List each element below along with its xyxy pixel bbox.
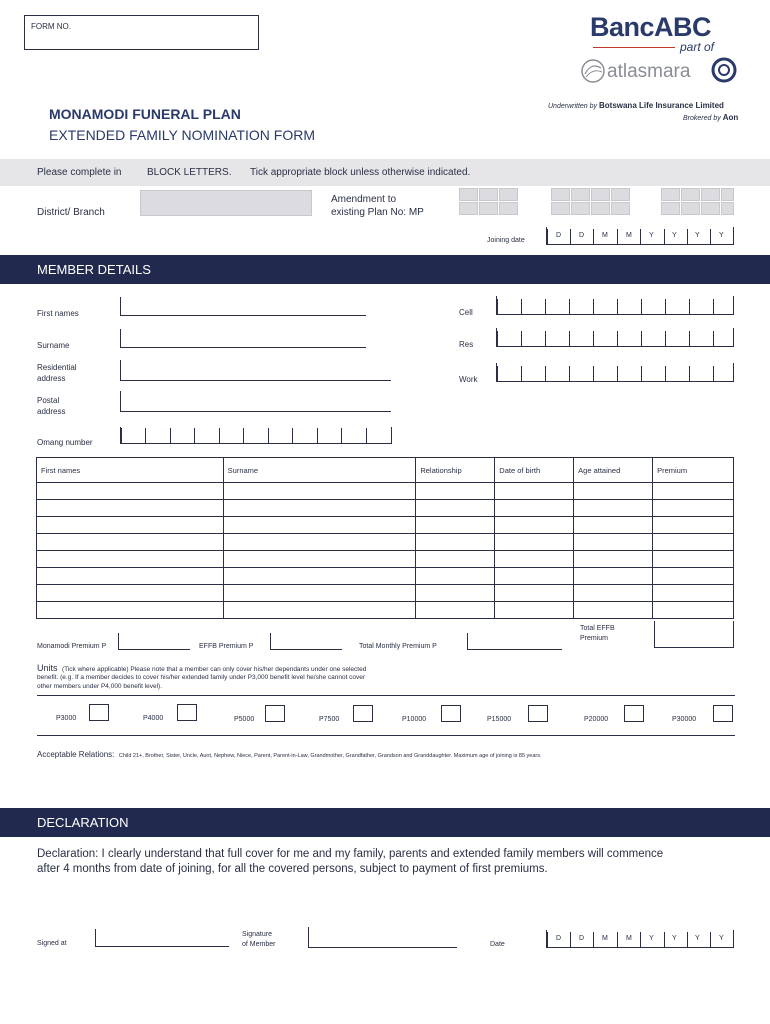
- unit-label: P4000: [143, 715, 164, 722]
- table-header: Age attained: [574, 458, 653, 483]
- declaration-section-title: DECLARATION: [37, 815, 129, 830]
- residential-address-field[interactable]: [120, 360, 391, 381]
- underwriter-line: [548, 101, 724, 110]
- table-cell[interactable]: [416, 551, 495, 568]
- table-cell[interactable]: [653, 500, 734, 517]
- signed-at-field[interactable]: [95, 929, 229, 947]
- omang-field[interactable]: [120, 427, 392, 444]
- plan-cell[interactable]: [499, 188, 518, 201]
- table-header: Surname: [223, 458, 416, 483]
- member-section-title: MEMBER DETAILS: [37, 262, 151, 277]
- instructions-bar: [0, 159, 770, 186]
- unit-label: P20000: [584, 716, 609, 723]
- instruction-text-3: Tick appropriate block unless otherwise indicated.: [250, 167, 471, 178]
- table-cell[interactable]: [223, 602, 416, 619]
- district-field[interactable]: [140, 190, 312, 216]
- table-row[interactable]: [37, 585, 734, 602]
- plan-cell[interactable]: [459, 202, 478, 215]
- plan-cell[interactable]: [721, 202, 734, 215]
- table-cell[interactable]: [416, 534, 495, 551]
- table-cell[interactable]: [495, 585, 574, 602]
- first-names-field[interactable]: [120, 297, 366, 316]
- table-cell[interactable]: [574, 483, 653, 500]
- table-cell[interactable]: [574, 585, 653, 602]
- total-effb-label-1: Total EFFB: [580, 625, 615, 632]
- plan-cell[interactable]: [479, 188, 498, 201]
- table-cell[interactable]: [574, 500, 653, 517]
- unit-checkbox-p7500[interactable]: [353, 705, 373, 722]
- plan-cell[interactable]: [721, 188, 734, 201]
- table-cell[interactable]: [653, 483, 734, 500]
- table-cell[interactable]: [653, 551, 734, 568]
- table-cell[interactable]: [574, 534, 653, 551]
- table-cell[interactable]: [223, 500, 416, 517]
- surname-label: Surname: [37, 341, 70, 350]
- table-cell[interactable]: [416, 568, 495, 585]
- total-monthly-premium-label: Total Monthly Premium P: [359, 643, 437, 650]
- plan-cell[interactable]: [551, 202, 570, 215]
- table-cell[interactable]: [495, 483, 574, 500]
- date-placeholder: Y: [672, 232, 677, 239]
- acceptable-relations-line: [37, 744, 542, 762]
- form-title: MONAMODI FUNERAL PLAN: [49, 106, 241, 122]
- date-placeholder: D: [579, 935, 585, 942]
- res-phone-field[interactable]: [496, 328, 734, 347]
- plan-cell[interactable]: [499, 202, 518, 215]
- table-cell[interactable]: [223, 517, 416, 534]
- part-of-label: part of: [680, 40, 715, 54]
- work-label: Work: [459, 375, 478, 384]
- signed-at-label: Signed at: [37, 940, 67, 947]
- table-cell[interactable]: [37, 602, 224, 619]
- table-cell[interactable]: [416, 602, 495, 619]
- declaration-header: [0, 808, 770, 837]
- first-names-label: First names: [37, 309, 79, 318]
- form-number-box[interactable]: [24, 15, 259, 50]
- work-phone-field[interactable]: [496, 363, 734, 382]
- postal-label-2: address: [37, 407, 66, 416]
- units-label: Units: [37, 663, 58, 673]
- table-cell[interactable]: [37, 568, 224, 585]
- unit-label: P3000: [56, 715, 77, 722]
- plan-cell[interactable]: [701, 188, 720, 201]
- date-placeholder: Y: [649, 935, 654, 942]
- date-placeholder: Y: [719, 935, 724, 942]
- table-cell[interactable]: [653, 602, 734, 619]
- member-details-header: [0, 255, 770, 284]
- unit-label: P15000: [487, 716, 512, 723]
- table-row[interactable]: [37, 568, 734, 585]
- postal-address-field[interactable]: [120, 391, 391, 412]
- units-divider-top: [37, 695, 735, 696]
- signature-field[interactable]: [308, 927, 457, 948]
- monamodi-premium-label: Monamodi Premium P: [37, 643, 107, 650]
- declaration-text-1: Declaration: I clearly understand that full cover for me and my family, parents and extended family members will commence: [37, 848, 664, 860]
- surname-field[interactable]: [120, 329, 366, 348]
- res-label: Res: [459, 340, 474, 349]
- unit-checkbox-p15000[interactable]: [528, 705, 548, 722]
- table-cell[interactable]: [416, 585, 495, 602]
- table-cell[interactable]: [495, 517, 574, 534]
- table-cell[interactable]: [653, 534, 734, 551]
- signature-label-2: of Member: [242, 941, 276, 948]
- units-text-1: (Tick where applicable) Please note that a member can only cover his/her dependants under one selected: [61, 666, 367, 673]
- table-cell[interactable]: [574, 551, 653, 568]
- instruction-text-1: Please complete in: [37, 167, 122, 178]
- table-row[interactable]: [37, 483, 734, 500]
- declaration-text-2: after 4 months from date of joining, for all the covered persons, subject to payment of first premiums.: [37, 863, 548, 875]
- plan-cell[interactable]: [611, 188, 630, 201]
- table-cell[interactable]: [495, 551, 574, 568]
- postal-label-1: Postal: [37, 396, 60, 405]
- plan-cell[interactable]: [459, 188, 478, 201]
- unit-label: P7500: [319, 716, 340, 723]
- cell-field[interactable]: [496, 296, 734, 315]
- table-cell[interactable]: [574, 568, 653, 585]
- plan-cell[interactable]: [571, 188, 590, 201]
- plan-cell[interactable]: [479, 202, 498, 215]
- table-cell[interactable]: [223, 568, 416, 585]
- table-cell[interactable]: [495, 568, 574, 585]
- underwritten-prefix: Underwritten by: [548, 103, 598, 110]
- table-cell[interactable]: [37, 534, 224, 551]
- date-label: Date: [490, 941, 505, 948]
- units-divider-bottom: [37, 735, 735, 736]
- plan-cell[interactable]: [611, 202, 630, 215]
- total-monthly-premium-field[interactable]: [467, 633, 562, 650]
- date-placeholder: M: [602, 935, 608, 942]
- amendment-label-2: existing Plan No: MP: [331, 207, 424, 218]
- broker-name: Aon: [722, 113, 739, 122]
- broker-line: [683, 113, 738, 122]
- table-header: Relationship: [416, 458, 495, 483]
- form-number-label: FORM NO.: [31, 22, 71, 31]
- unit-label: P10000: [402, 716, 427, 723]
- table-cell[interactable]: [653, 517, 734, 534]
- table-row[interactable]: [37, 602, 734, 619]
- unit-label: P30000: [672, 716, 697, 723]
- table-cell[interactable]: [495, 602, 574, 619]
- atlasmara-logo: [577, 56, 737, 86]
- date-placeholder: Y: [649, 232, 654, 239]
- table-cell[interactable]: [416, 500, 495, 517]
- district-label: District/ Branch: [37, 207, 105, 218]
- cell-label: Cell: [459, 308, 473, 317]
- plan-cell[interactable]: [681, 202, 700, 215]
- atlasmara-wordmark: atlasmara: [607, 61, 691, 82]
- total-effb-premium-field[interactable]: [654, 621, 734, 648]
- logo-divider: [593, 47, 675, 48]
- table-cell[interactable]: [223, 585, 416, 602]
- units-text-2: benefit. (e.g. If a member decides to cover his/her extended family under P3,000 benefit level he/she cannot cover: [37, 674, 366, 681]
- omang-label: Omang number: [37, 438, 93, 447]
- total-effb-label-2: Premium: [580, 635, 609, 642]
- relations-text: Child 21+, Brother, Sister, Uncle, Aunt, Nephew, Niece, Parent, Parent-in-Law, Grandmother, Grandfather, Grandson and Granddaughter. Maximum age of joining is 85 years.: [118, 753, 542, 759]
- residential-label-2: address: [37, 374, 66, 383]
- unit-checkbox-p4000[interactable]: [177, 704, 197, 721]
- unit-checkbox-p5000[interactable]: [265, 705, 285, 722]
- table-cell[interactable]: [37, 500, 224, 517]
- bancabc-logo: BancABC: [590, 12, 712, 42]
- plan-cell[interactable]: [591, 188, 610, 201]
- table-cell[interactable]: [416, 483, 495, 500]
- table-cell[interactable]: [495, 534, 574, 551]
- plan-cell[interactable]: [571, 202, 590, 215]
- date-placeholder: D: [556, 935, 562, 942]
- brokered-prefix: Brokered by: [683, 115, 721, 122]
- table-row[interactable]: [37, 500, 734, 517]
- table-header-row: [37, 458, 734, 483]
- amendment-label-1: Amendment to: [331, 194, 397, 205]
- effb-premium-label: EFFB Premium P: [199, 643, 254, 650]
- date-placeholder: M: [626, 232, 632, 239]
- plan-cell[interactable]: [661, 202, 680, 215]
- unit-checkbox-p30000[interactable]: [713, 705, 733, 722]
- table-cell[interactable]: [574, 517, 653, 534]
- family-members-table: [36, 457, 734, 619]
- residential-label-1: Residential: [37, 363, 77, 372]
- monamodi-premium-field[interactable]: [118, 633, 190, 650]
- date-placeholder: Y: [695, 935, 700, 942]
- date-placeholder: D: [579, 232, 585, 239]
- plan-cell[interactable]: [681, 188, 700, 201]
- table-header: Date of birth: [495, 458, 574, 483]
- relations-label: Acceptable Relations:: [37, 750, 115, 759]
- table-cell[interactable]: [223, 534, 416, 551]
- unit-checkbox-p20000[interactable]: [624, 705, 644, 722]
- table-cell[interactable]: [574, 602, 653, 619]
- date-placeholder: M: [626, 935, 632, 942]
- date-placeholder: Y: [672, 935, 677, 942]
- table-cell[interactable]: [223, 483, 416, 500]
- unit-label: P5000: [234, 716, 255, 723]
- table-cell[interactable]: [37, 483, 224, 500]
- joining-date-label: Joining date: [487, 237, 525, 244]
- unit-checkbox-p3000[interactable]: [89, 704, 109, 721]
- plan-cell[interactable]: [591, 202, 610, 215]
- plan-cell[interactable]: [701, 202, 720, 215]
- form-subtitle: EXTENDED FAMILY NOMINATION FORM: [49, 127, 316, 143]
- table-row[interactable]: [37, 534, 734, 551]
- joining-date-field[interactable]: [546, 227, 734, 245]
- table-header: First names: [37, 458, 224, 483]
- table-header: Premium: [653, 458, 734, 483]
- table-row[interactable]: [37, 517, 734, 534]
- table-cell[interactable]: [37, 551, 224, 568]
- table-cell[interactable]: [495, 500, 574, 517]
- table-cell[interactable]: [223, 551, 416, 568]
- table-cell[interactable]: [653, 585, 734, 602]
- date-placeholder: D: [556, 232, 562, 239]
- underwriter-name: Botswana Life Insurance Limited: [598, 101, 724, 110]
- date-placeholder: Y: [719, 232, 724, 239]
- table-row[interactable]: [37, 551, 734, 568]
- table-cell[interactable]: [37, 517, 224, 534]
- table-cell[interactable]: [653, 568, 734, 585]
- table-cell[interactable]: [37, 585, 224, 602]
- units-text-3: other members under P4,000 benefit level).: [37, 683, 163, 690]
- plan-cell[interactable]: [661, 188, 680, 201]
- instruction-text-2: BLOCK LETTERS.: [147, 167, 232, 178]
- unit-checkbox-p10000[interactable]: [441, 705, 461, 722]
- date-placeholder: M: [602, 232, 608, 239]
- signature-label-1: Signature: [242, 931, 272, 938]
- table-cell[interactable]: [416, 517, 495, 534]
- date-placeholder: Y: [695, 232, 700, 239]
- units-note-line-1: [37, 663, 366, 673]
- effb-premium-field[interactable]: [270, 633, 342, 650]
- plan-cell[interactable]: [551, 188, 570, 201]
- declaration-date-field[interactable]: [546, 930, 734, 948]
